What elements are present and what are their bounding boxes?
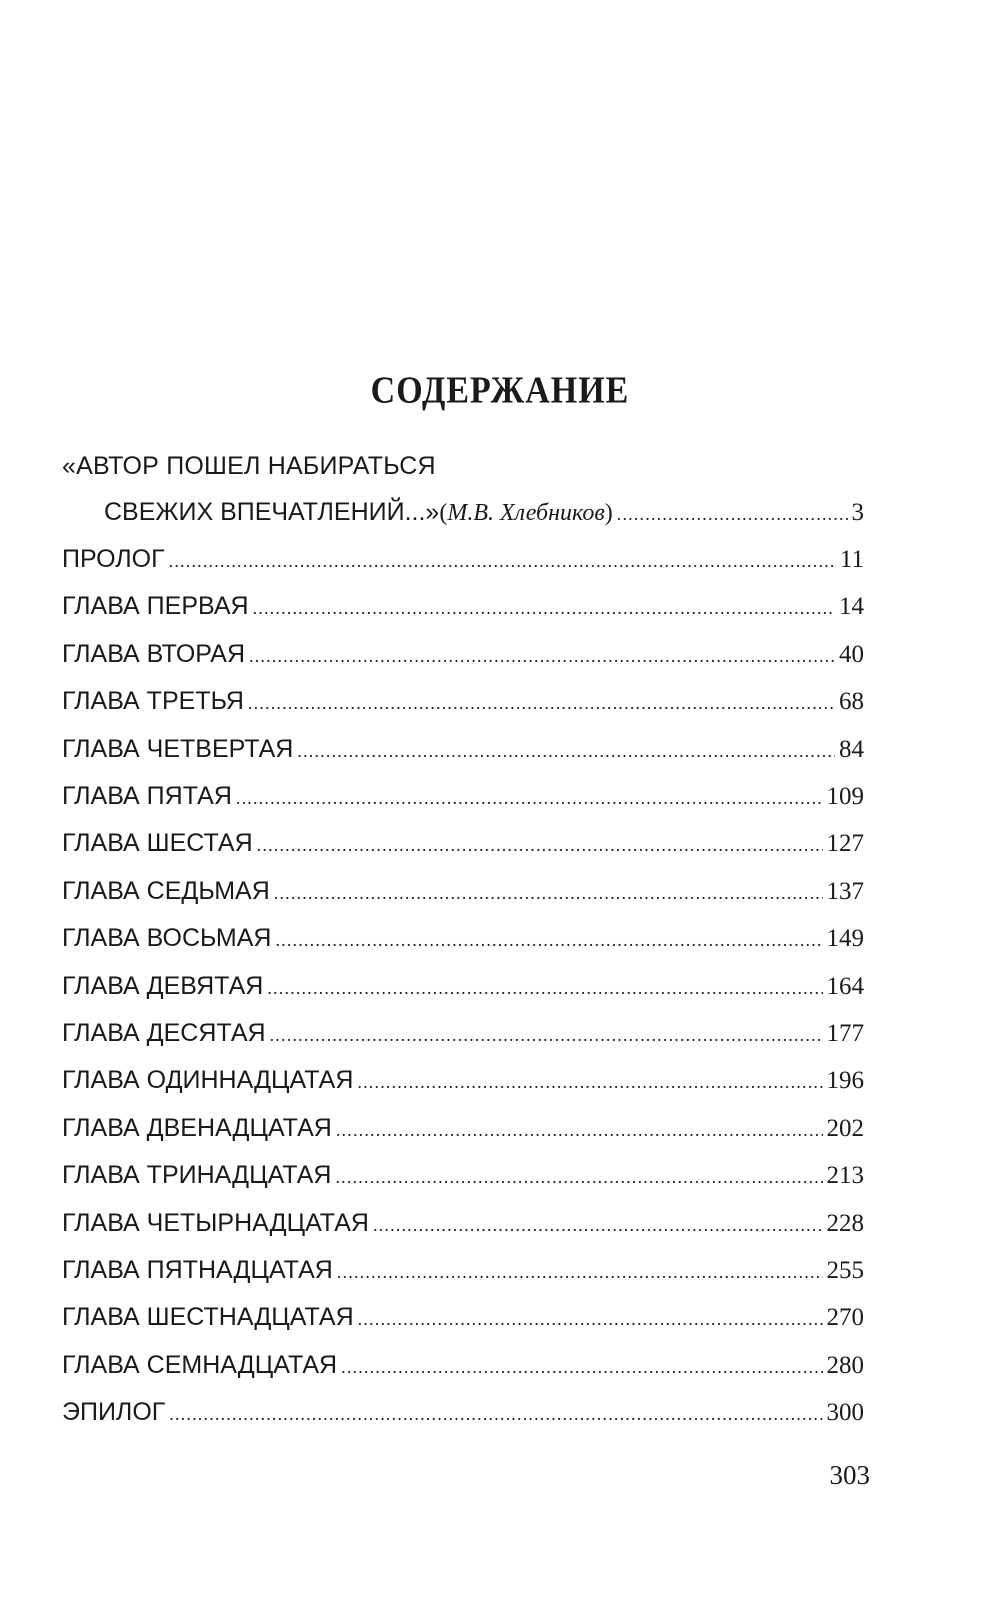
toc-entry[interactable] <box>62 735 864 769</box>
toc-entry[interactable] <box>62 877 864 911</box>
leader-dots <box>274 883 823 904</box>
leader-dots <box>169 551 836 572</box>
toc-entry-label: ПРОЛОГ <box>62 545 165 573</box>
toc-entry[interactable] <box>62 924 864 958</box>
intro-title-line2: СВЕЖИХ ВПЕЧАТЛЕНИЙ...» <box>104 498 440 526</box>
toc-title: СОДЕРЖАНИЕ <box>370 370 630 412</box>
toc-page-number: 84 <box>839 735 864 763</box>
intro-title-line1: «АВТОР ПОШЕЛ НАБИРАТЬСЯ <box>62 452 436 480</box>
toc-page-number: 109 <box>826 783 864 810</box>
toc-entry[interactable] <box>62 829 864 863</box>
toc-entry-label: ГЛАВА ДВЕНАДЦАТАЯ <box>62 1113 332 1142</box>
toc-entry-label: ГЛАВА ОДИННАДЦАТАЯ <box>62 1066 354 1095</box>
leader-dots <box>335 1167 822 1188</box>
toc-entry[interactable] <box>62 1398 864 1432</box>
toc-entry-label: ГЛАВА ВОСЬМАЯ <box>62 924 272 953</box>
toc-page-number: 164 <box>826 972 864 1000</box>
toc-entry[interactable] <box>62 687 864 721</box>
toc-page-number: 300 <box>826 1399 864 1427</box>
leader-dots <box>357 1072 822 1093</box>
toc-entry-label: ГЛАВА ТРИНАДЦАТАЯ <box>62 1161 332 1190</box>
toc-entry[interactable] <box>62 1114 864 1148</box>
toc-page-number: 196 <box>826 1067 864 1095</box>
paren-close: ) <box>604 500 613 526</box>
leader-dots <box>337 1262 823 1283</box>
toc-entry[interactable] <box>62 1303 864 1337</box>
toc-page-number: 137 <box>826 877 864 905</box>
toc-entry-label: ГЛАВА ЧЕТВЕРТАЯ <box>62 734 294 763</box>
toc-entry[interactable] <box>62 1161 864 1195</box>
leader-dots <box>341 1357 822 1378</box>
toc-entry[interactable] <box>62 1209 864 1243</box>
toc-page-number: 40 <box>839 640 864 668</box>
toc-entry-label: ГЛАВА СЕДЬМАЯ <box>62 876 270 905</box>
toc-entry-label: ГЛАВА ТРЕТЬЯ <box>62 687 244 716</box>
toc-entry-label: ГЛАВА ДЕВЯТАЯ <box>62 971 264 1000</box>
toc-entry[interactable] <box>62 972 864 1006</box>
toc-page-number: 127 <box>826 830 864 858</box>
toc-page-number: 68 <box>839 688 864 716</box>
toc-entry[interactable] <box>62 1066 864 1100</box>
toc-page-number: 280 <box>826 1351 864 1379</box>
leader-dots <box>275 930 822 951</box>
toc-entry-label: ГЛАВА ЧЕТЫРНАДЦАТАЯ <box>62 1208 369 1237</box>
leader-dots <box>297 741 835 762</box>
leader-dots <box>253 598 835 619</box>
toc-entry[interactable] <box>62 592 864 626</box>
toc-page-number: 228 <box>826 1209 864 1237</box>
toc-page-number: 213 <box>826 1162 864 1190</box>
leader-dots <box>248 693 835 714</box>
leader-dots <box>267 978 822 999</box>
toc-entry-label: ЭПИЛОГ <box>62 1398 166 1427</box>
toc-entry-label: ГЛАВА ВТОРАЯ <box>62 639 246 668</box>
leader-dots <box>249 646 835 667</box>
toc-page-number: 202 <box>826 1114 864 1142</box>
toc-entry-label: ГЛАВА ПЯТАЯ <box>62 782 232 810</box>
paren-open: ( <box>439 500 448 526</box>
toc-entry-label: ГЛАВА ПЯТНАДЦАТАЯ <box>62 1256 333 1284</box>
toc-entry-intro[interactable] <box>104 498 864 532</box>
toc-entry[interactable] <box>62 545 864 579</box>
toc-entry[interactable] <box>62 1256 864 1290</box>
leader-dots <box>373 1215 823 1236</box>
toc-entry[interactable] <box>62 640 864 674</box>
leader-dots <box>236 788 823 809</box>
toc-page-number: 11 <box>839 546 864 573</box>
toc-page-number: 14 <box>839 593 864 621</box>
toc-entry-label: ГЛАВА ШЕСТНАДЦАТАЯ <box>62 1303 354 1332</box>
leader-dots <box>336 1120 823 1141</box>
toc-entry[interactable] <box>62 1351 864 1385</box>
toc-page-number: 149 <box>826 925 864 953</box>
toc-entry-label: ГЛАВА СЕМНАДЦАТАЯ <box>62 1350 338 1379</box>
page-number: 303 <box>829 1460 870 1490</box>
toc-entry-label: ГЛАВА ПЕРВАЯ <box>62 592 249 621</box>
toc-entry-label: ГЛАВА ДЕСЯТАЯ <box>62 1019 266 1047</box>
toc-page-number: 177 <box>826 1020 864 1047</box>
toc-entry[interactable] <box>62 1019 864 1053</box>
leader-dots <box>358 1309 823 1330</box>
leader-dots <box>270 1025 823 1046</box>
toc-page-number: 3 <box>851 499 864 526</box>
toc-page-number: 255 <box>826 1257 864 1284</box>
toc-entry[interactable] <box>62 782 864 816</box>
leader-dots <box>617 504 848 525</box>
leader-dots <box>169 1404 822 1425</box>
leader-dots <box>257 835 823 856</box>
intro-author: М.В. Хлебников <box>447 500 605 526</box>
toc-page-number: 270 <box>826 1304 864 1332</box>
toc-entry-label: ГЛАВА ШЕСТАЯ <box>62 829 253 858</box>
